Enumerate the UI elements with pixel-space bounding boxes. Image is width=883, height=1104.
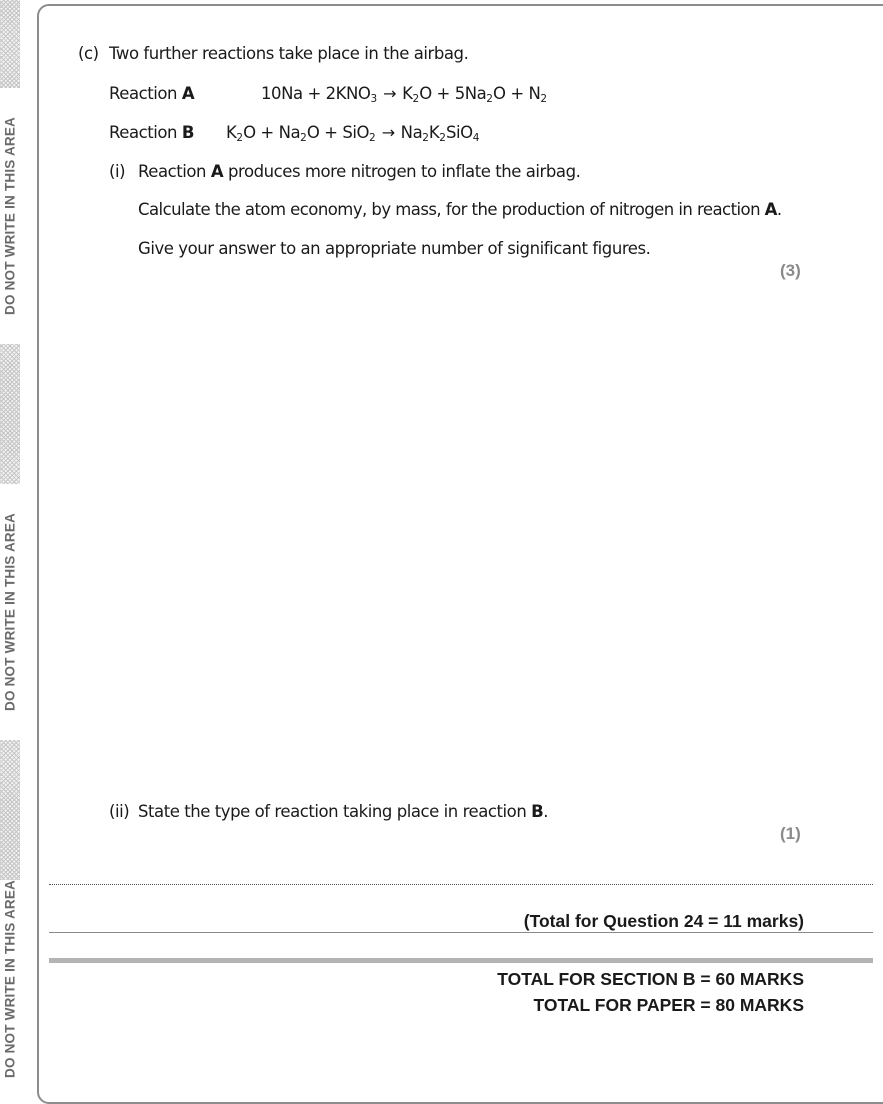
question-total: (Total for Question 24 = 11 marks) <box>523 911 804 931</box>
margin-warning-label: DO NOT WRITE IN THIS AREA <box>0 484 20 740</box>
answer-space-i[interactable] <box>138 290 798 780</box>
reaction-b-equation: $K_2O + Na_2O + SiO_2 \to Na_2K_2SiO_4$ <box>226 123 480 144</box>
part-i-line2: Calculate the atom economy, by mass, for the production of nitrogen in reaction A. <box>138 200 782 219</box>
part-c-number: (c) <box>78 44 99 63</box>
reaction-a-label: Reaction A <box>109 84 195 103</box>
answer-line[interactable] <box>49 884 873 885</box>
margin-warning-label: DO NOT WRITE IN THIS AREA <box>0 88 20 344</box>
part-ii-marks: (1) <box>780 824 801 843</box>
part-ii-number: (ii) <box>109 802 130 821</box>
part-c-intro: Two further reactions take place in the airbag. <box>109 44 469 63</box>
divider <box>49 932 873 933</box>
margin-warning-label: DO NOT WRITE IN THIS AREA <box>0 880 20 1024</box>
part-i-number: (i) <box>109 162 126 181</box>
divider-thick <box>49 958 873 963</box>
part-i-marks: (3) <box>780 261 801 280</box>
section-total: TOTAL FOR SECTION B = 60 MARKS <box>497 969 804 989</box>
part-ii-text: State the type of reaction taking place in reaction B. <box>138 802 549 821</box>
part-i-line1: Reaction A produces more nitrogen to inflate the airbag. <box>138 162 581 181</box>
paper-total: TOTAL FOR PAPER = 80 MARKS <box>533 995 804 1015</box>
part-i-line3: Give your answer to an appropriate number of significant figures. <box>138 239 651 258</box>
reaction-a-equation: $10Na + 2KNO_3 \to K_2O + 5Na_2O + N_2$ <box>261 84 548 105</box>
reaction-b-label: Reaction B <box>109 123 195 142</box>
